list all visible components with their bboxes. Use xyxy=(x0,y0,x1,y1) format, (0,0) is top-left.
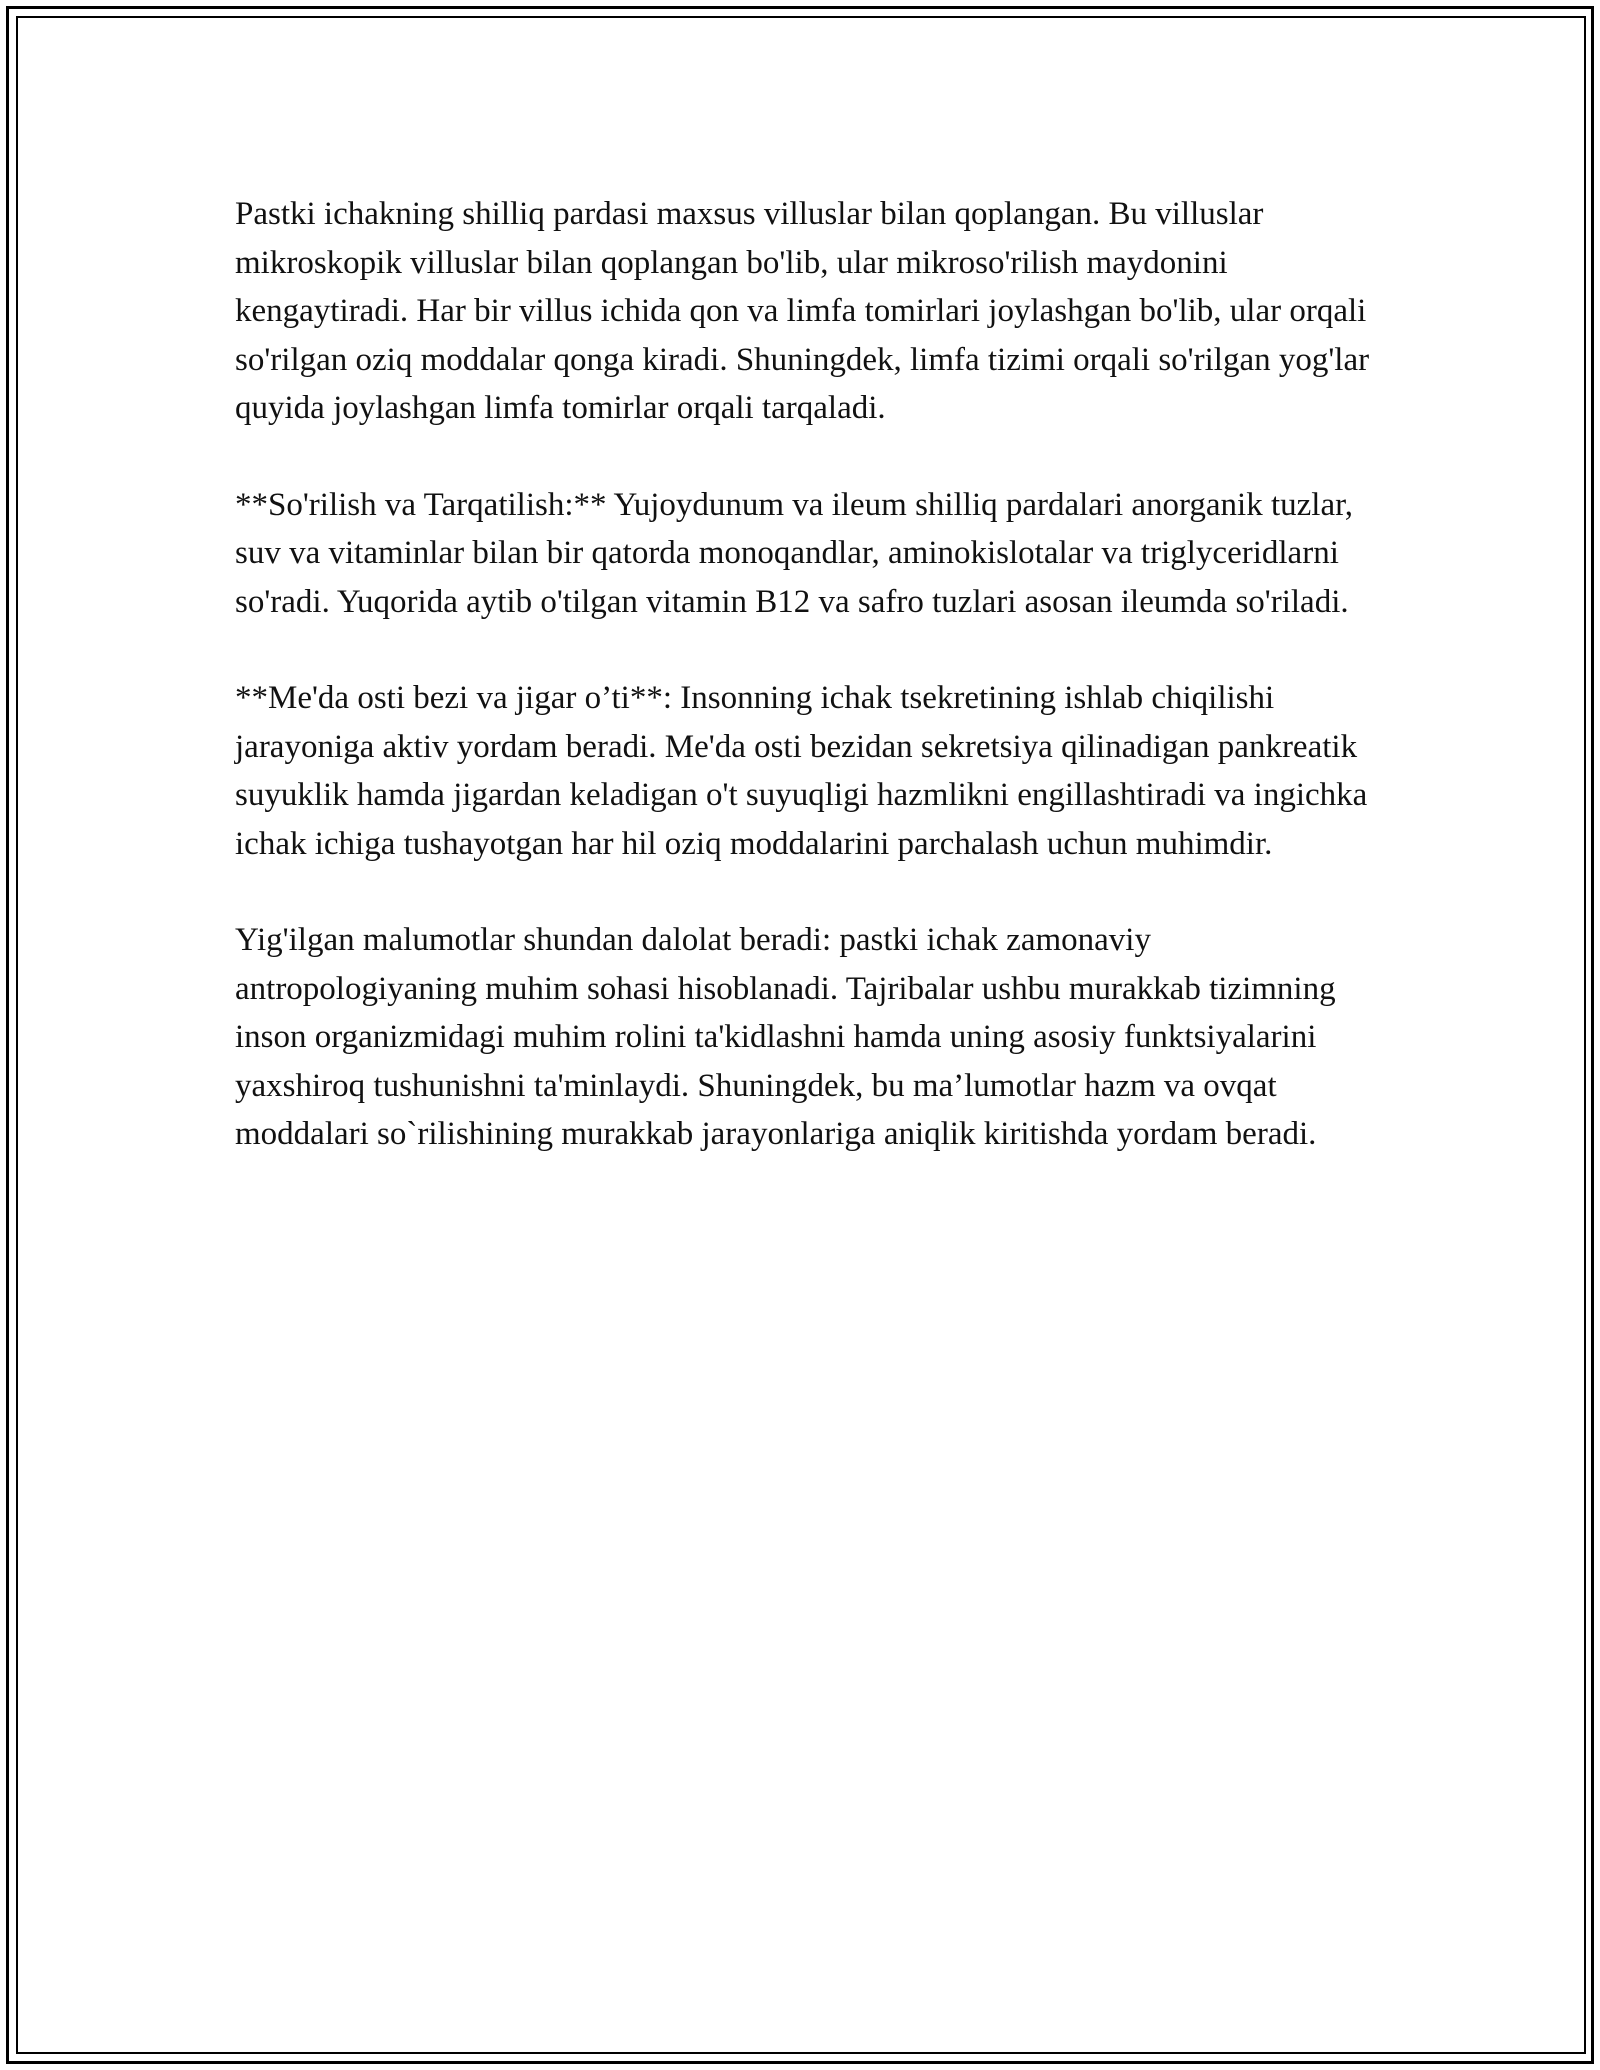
paragraph-absorption: **So'rilish va Tarqatilish:** Yujoydunum va ileum shilliq pardalari anorganik tuzlar, suv va vitaminlar bilan bir qatorda monoqandlar, aminokislotalar va triglyceridlarni so'radi. Yuqorida aytib o'tilgan vitamin B12 va safro tuzlari asosan ileumda so'riladi. xyxy=(235,486,1354,620)
paragraph-conclusion: Yig'ilgan malumotlar shundan dalolat beradi: pastki ichak zamonaviy antropologiyaning muhim sohasi hisoblanadi. Tajribalar ushbu murakkab tizimning inson organizmidagi muhim rolini ta'kidlashni hamda uning asosiy funktsiyalarini yaxshiroq tushunishni ta'minlaydi. Shuningdek, bu ma’lumotlar hazm va ovqat moddalari so`rilishining murakkab jarayonlariga aniqlik kiritishda yordam beradi. xyxy=(235,922,1336,1152)
paragraph-villi: Pastki ichakning shilliq pardasi maxsus villuslar bilan qoplangan. Bu villuslar mikroskopik villuslar bilan qoplangan bo'lib, ular mikroso'rilish maydonini kengaytiradi. Har bir villus ichida qon va limfa tomirlari joylashgan bo'lib, ular orqali so'rilgan oziq moddalar qonga kiradi. Shuningdek, limfa tizimi orqali so'rilgan yog'lar quyida joylashgan limfa tomirlar orqali tarqaladi. xyxy=(235,196,1370,426)
paragraph-pancreas-bile: **Me'da osti bezi va jigar o’ti**: Insonning ichak tsekretining ishlab chiqilishi jarayoniga aktiv yordam beradi. Me'da osti bezidan sekretsiya qilinadigan pankreatik suyuklik hamda jigardan keladigan o't suyuqligi hazmlikni engillashtiradi va ingichka ichak ichiga tushayotgan har hil oziq moddalarini parchalash uchun muhimdir. xyxy=(235,680,1368,862)
document-body xyxy=(235,190,1385,1207)
